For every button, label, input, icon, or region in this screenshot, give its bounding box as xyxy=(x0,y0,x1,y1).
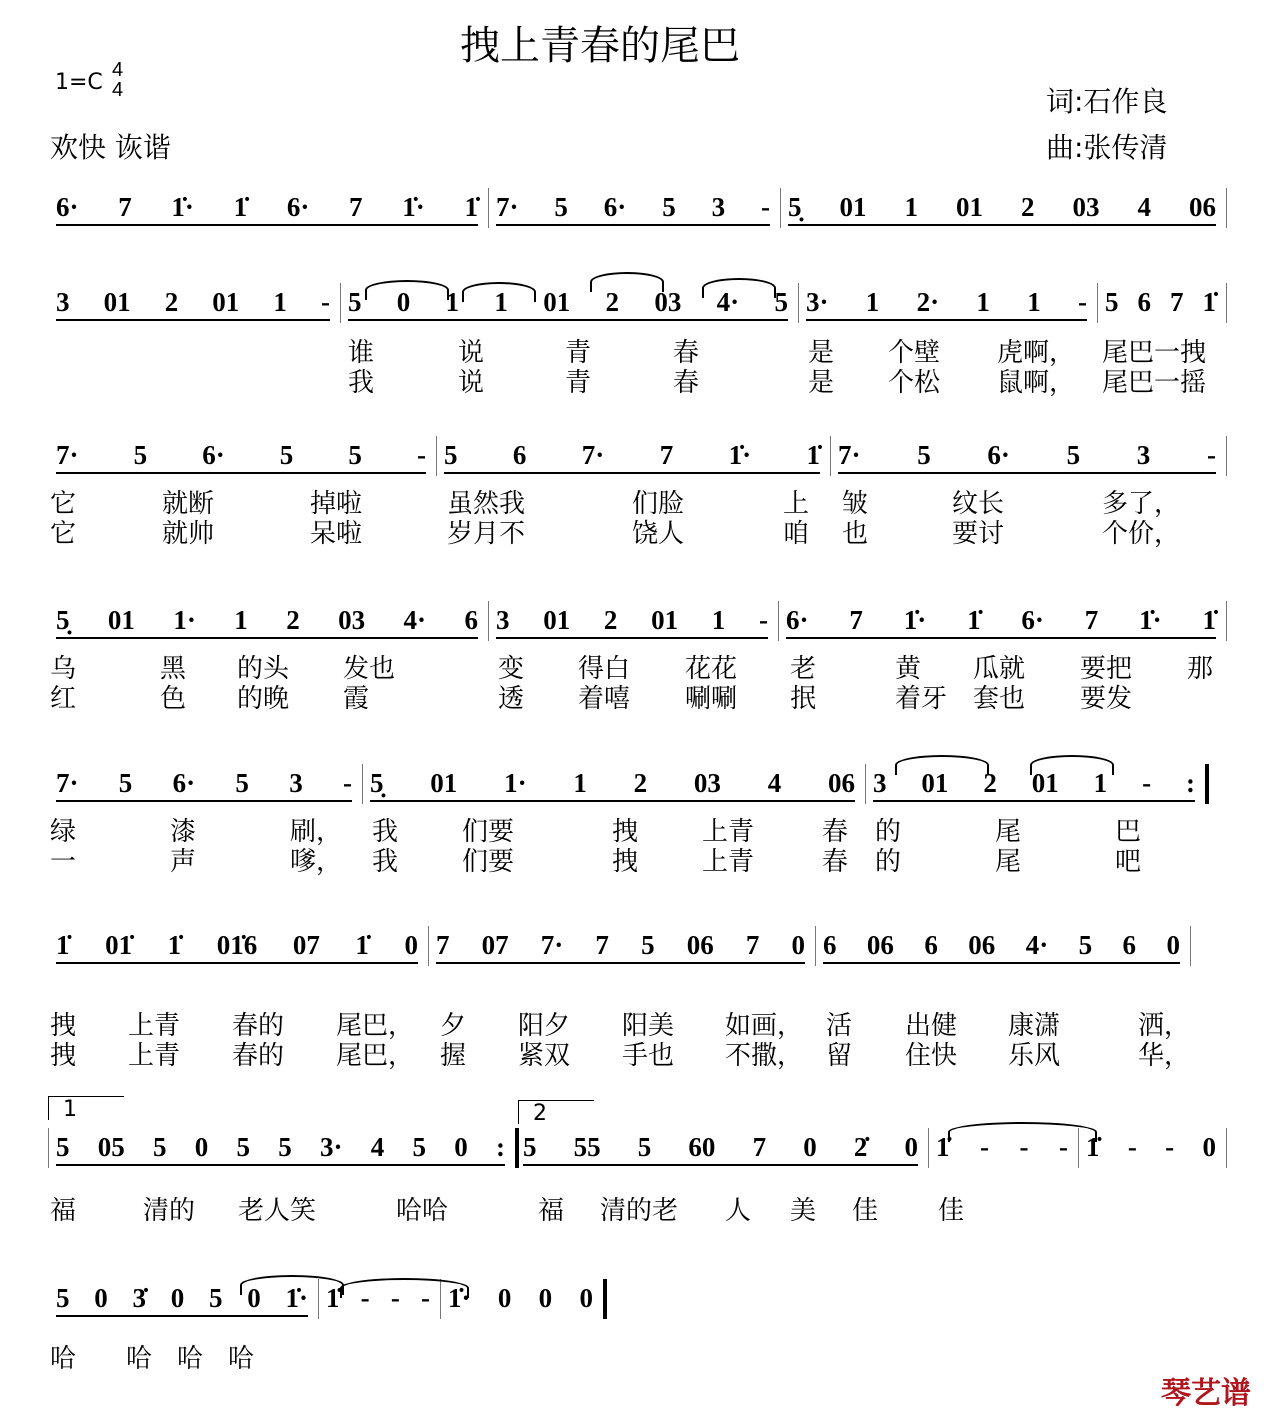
bar-line xyxy=(436,436,437,476)
bar-line xyxy=(488,188,489,228)
lyric-syllable: 咱 xyxy=(783,519,810,549)
tie-slur xyxy=(895,755,989,775)
lyric-syllable: 虎啊， xyxy=(997,338,1076,368)
lyric-syllable: 唰唰 xyxy=(685,684,738,714)
lyric-syllable: 乌 xyxy=(50,654,77,684)
tie-slur xyxy=(590,272,664,292)
lyric-syllable: 上 xyxy=(783,489,810,519)
lyric-syllable: 多了， xyxy=(1102,489,1181,519)
measure: 6· 7 1̇· 1̇ 6· 7 1̇· 1̇ xyxy=(786,605,1216,639)
lyric-syllable: 上青 xyxy=(702,817,755,847)
lyric-syllable: 如画， xyxy=(725,1011,804,1041)
lyric-syllable: 拽 xyxy=(50,1011,77,1041)
lyric-syllable: 住快 xyxy=(905,1041,958,1071)
bar-line xyxy=(778,601,779,641)
measure: 7· 5 6· 5 3 - xyxy=(496,192,770,226)
lyric-syllable: 发也 xyxy=(343,654,396,684)
lyric-syllable: 青 xyxy=(565,368,592,398)
bar-line xyxy=(48,1128,49,1168)
measure: 3· 1 2· 1 1 - xyxy=(806,287,1087,321)
measure: 5 0 1 1 01 2 03 4· 5 xyxy=(348,287,788,321)
bar-line xyxy=(1097,283,1098,323)
lyric-syllable: 我 xyxy=(372,817,399,847)
measure: 5̣ 01 1 01 2 03 4 06 xyxy=(788,192,1216,226)
lyric-syllable: 饶人 xyxy=(632,519,685,549)
lyric-syllable: 紧双 xyxy=(518,1041,571,1071)
measure: 5 55 5 60 7 0 2̇ 0 xyxy=(523,1132,918,1166)
lyric-syllable: 要发 xyxy=(1080,684,1133,714)
lyric-syllable: 着嘻 xyxy=(578,684,631,714)
lyric-syllable: 春 xyxy=(822,817,849,847)
bar-line xyxy=(1205,764,1209,804)
lyric-syllable: 就断 xyxy=(162,489,215,519)
measure: 7· 5 6· 5 3 - xyxy=(56,768,352,802)
time-top: 4 xyxy=(112,59,124,81)
lyric-syllable: 一 xyxy=(50,847,77,877)
lyric-syllable: 巴 xyxy=(1115,817,1142,847)
volta-bracket: 2 xyxy=(518,1100,594,1124)
lyric-syllable: 春的 xyxy=(232,1011,285,1041)
lyric-syllable: 手也 xyxy=(622,1041,675,1071)
lyric-syllable: 那 xyxy=(1187,654,1214,684)
lyric-syllable: 康潇 xyxy=(1008,1011,1061,1041)
lyric-syllable: 们要 xyxy=(462,817,515,847)
lyric-syllable: 抿 xyxy=(790,684,817,714)
lyric-syllable: 们脸 xyxy=(632,489,685,519)
lyric-syllable: 套也 xyxy=(973,684,1026,714)
lyric-syllable: 阳美 xyxy=(622,1011,675,1041)
lyric-syllable: 人 xyxy=(725,1196,752,1226)
tie-slur xyxy=(948,1122,1097,1142)
lyric-syllable: 它 xyxy=(50,519,77,549)
lyric-syllable: 黄 xyxy=(895,654,922,684)
measure: 5 6 7 1̇ xyxy=(1105,287,1216,317)
bar-line xyxy=(362,764,363,804)
volta-bracket: 1 xyxy=(48,1096,124,1120)
lyric-syllable: 它 xyxy=(50,489,77,519)
bar-line xyxy=(928,1128,929,1168)
lyric-syllable: 我 xyxy=(372,847,399,877)
bar-line xyxy=(428,926,429,966)
measure: 5̣ 01 1· 1 2 03 4· 6 xyxy=(56,605,478,639)
lyric-syllable: 清的老 xyxy=(600,1196,679,1226)
lyric-syllable: 刷， xyxy=(290,817,343,847)
bar-line xyxy=(488,601,489,641)
lyric-syllable: 皱 xyxy=(842,489,869,519)
lyric-syllable: 老 xyxy=(790,654,817,684)
lyric-syllable: 不撒， xyxy=(725,1041,804,1071)
lyric-syllable: 乐风 xyxy=(1008,1041,1061,1071)
lyric-syllable: 哈 xyxy=(50,1344,77,1374)
lyric-syllable: 拽 xyxy=(50,1041,77,1071)
bar-line xyxy=(798,283,799,323)
lyric-syllable: 佳 xyxy=(852,1196,879,1226)
lyric-syllable: 纹长 xyxy=(952,489,1005,519)
lyric-syllable: 老人笑 xyxy=(238,1196,317,1226)
lyric-syllable: 是 xyxy=(808,368,835,398)
lyric-syllable: 上青 xyxy=(702,847,755,877)
measure: 7· 5 6· 5 3 - xyxy=(838,440,1216,474)
lyric-syllable: 尾巴一拽 xyxy=(1102,338,1207,368)
key-signature: 1=C xyxy=(55,70,103,95)
lyric-syllable: 要把 xyxy=(1080,654,1133,684)
lyric-syllable: 要讨 xyxy=(952,519,1005,549)
lyricist: 词:石作良 xyxy=(1046,85,1168,118)
tie-slur xyxy=(1030,755,1114,775)
lyric-syllable: 阳夕 xyxy=(518,1011,571,1041)
lyric-syllable: 洒， xyxy=(1138,1011,1191,1041)
bar-line xyxy=(1226,436,1227,476)
lyric-syllable: 青 xyxy=(565,338,592,368)
time-signature xyxy=(112,60,123,100)
measure: 1̇ 01̇ 1̇ 01̇6 07 1̇ 0 xyxy=(56,930,418,964)
measure: 1̇ - - - xyxy=(936,1132,1068,1162)
lyric-syllable: 尾 xyxy=(995,847,1022,877)
lyric-syllable: 说 xyxy=(458,338,485,368)
lyric-syllable: 虽然我 xyxy=(447,489,526,519)
bar-line xyxy=(1190,926,1191,966)
lyric-syllable: 夕 xyxy=(440,1011,467,1041)
bar-line xyxy=(1226,188,1227,228)
measure: 5 6 7· 7 1̇· 1̇ xyxy=(444,440,820,474)
measure: 3 01 2 01 1 - xyxy=(496,605,768,639)
lyric-syllable: 哈 xyxy=(126,1344,153,1374)
lyric-syllable: 变 xyxy=(498,654,525,684)
lyric-syllable: 红 xyxy=(50,684,77,714)
bar-line xyxy=(603,1279,607,1319)
lyric-syllable: 春 xyxy=(673,368,700,398)
lyric-syllable: 上青 xyxy=(128,1011,181,1041)
measure: 7· 5 6· 5 5 - xyxy=(56,440,426,474)
lyric-syllable: 福 xyxy=(50,1196,77,1226)
tie-slur xyxy=(702,278,776,298)
time-bottom: 4 xyxy=(112,79,124,101)
composer: 曲:张传清 xyxy=(1046,131,1168,164)
lyric-syllable: 留 xyxy=(826,1041,853,1071)
lyric-syllable: 霞 xyxy=(343,684,370,714)
lyric-syllable: 上青 xyxy=(128,1041,181,1071)
lyric-syllable: 瓜就 xyxy=(973,654,1026,684)
measure: 3 01 2 01 1 - : xyxy=(873,768,1195,802)
lyric-syllable: 透 xyxy=(498,684,525,714)
lyric-syllable: 春 xyxy=(673,338,700,368)
measure: 6· 7 1̇· 1̇ 6· 7 1̇· 1̇ xyxy=(56,192,478,226)
lyric-syllable: 得白 xyxy=(578,654,631,684)
lyric-syllable: 也 xyxy=(842,519,869,549)
lyric-syllable: 出健 xyxy=(905,1011,958,1041)
bar-line xyxy=(1226,1128,1227,1168)
lyric-syllable: 拽 xyxy=(612,847,639,877)
lyric-syllable: 活 xyxy=(826,1011,853,1041)
measure: 5 0 3̇ 0 5 0 1̇· xyxy=(56,1283,308,1317)
lyric-syllable: 个壁 xyxy=(888,338,941,368)
lyric-syllable: 我 xyxy=(348,368,375,398)
lyric-syllable: 吧 xyxy=(1115,847,1142,877)
lyric-syllable: 鼠啊， xyxy=(997,368,1076,398)
bar-line xyxy=(865,764,866,804)
lyric-syllable: 的 xyxy=(875,817,902,847)
lyric-syllable: 漆 xyxy=(170,817,197,847)
bar-line xyxy=(1226,283,1227,323)
lyric-syllable: 个价， xyxy=(1102,519,1181,549)
lyric-syllable: 的头 xyxy=(237,654,290,684)
lyric-syllable: 尾 xyxy=(995,817,1022,847)
site-logo: 琴艺谱 xyxy=(1161,1376,1251,1411)
bar-line xyxy=(1226,601,1227,641)
measure: 5 05 5 0 5 5 3· 4 5 0 : xyxy=(56,1132,505,1166)
lyric-syllable: 佳 xyxy=(938,1196,965,1226)
lyric-syllable: 拽 xyxy=(612,817,639,847)
tempo-mood: 欢快 诙谐 xyxy=(50,131,171,164)
bar-line xyxy=(515,1128,519,1168)
lyric-syllable: 的 xyxy=(875,847,902,877)
lyric-syllable: 福 xyxy=(538,1196,565,1226)
measure: 1̇· 0 0 0 xyxy=(448,1283,593,1313)
lyric-syllable: 个松 xyxy=(888,368,941,398)
lyric-syllable: 嗲， xyxy=(290,847,343,877)
lyric-syllable: 黑 xyxy=(160,654,187,684)
lyric-syllable: 美 xyxy=(790,1196,817,1226)
tie-slur xyxy=(240,1275,344,1295)
lyric-syllable: 岁月不 xyxy=(447,519,526,549)
song-title: 拽上青春的尾巴 xyxy=(460,23,740,69)
lyric-syllable: 哈哈 xyxy=(396,1196,449,1226)
tie-slur xyxy=(340,1278,469,1298)
lyric-syllable: 春 xyxy=(822,847,849,877)
bar-line xyxy=(815,926,816,966)
lyric-syllable: 掉啦 xyxy=(310,489,363,519)
bar-line xyxy=(830,436,831,476)
lyric-syllable: 就帅 xyxy=(162,519,215,549)
measure: 1̇ - - - xyxy=(326,1283,430,1313)
lyric-syllable: 华， xyxy=(1138,1041,1191,1071)
measure: 5̣ 01 1· 1 2 03 4 06 xyxy=(370,768,855,802)
lyric-syllable: 绿 xyxy=(50,817,77,847)
measure: 1̇ - - 0 xyxy=(1086,1132,1216,1162)
lyric-syllable: 谁 xyxy=(348,338,375,368)
lyric-syllable: 哈 xyxy=(228,1344,255,1374)
tie-slur xyxy=(462,282,536,302)
lyric-syllable: 是 xyxy=(808,338,835,368)
lyric-syllable: 握 xyxy=(440,1041,467,1071)
tie-slur xyxy=(365,280,449,300)
bar-line xyxy=(340,283,341,323)
bar-line xyxy=(780,188,781,228)
lyric-syllable: 尾巴， xyxy=(336,1041,415,1071)
lyric-syllable: 花花 xyxy=(685,654,738,684)
lyric-syllable: 着牙 xyxy=(895,684,948,714)
lyric-syllable: 说 xyxy=(458,368,485,398)
measure: 3 01 2 01 1 - xyxy=(56,287,330,321)
lyric-syllable: 呆啦 xyxy=(310,519,363,549)
lyric-syllable: 尾巴， xyxy=(336,1011,415,1041)
lyric-syllable: 尾巴一摇 xyxy=(1102,368,1207,398)
lyric-syllable: 的晚 xyxy=(237,684,290,714)
lyric-syllable: 春的 xyxy=(232,1041,285,1071)
measure: 7 07 7· 7 5 06 7 0 xyxy=(436,930,805,964)
lyric-syllable: 们要 xyxy=(462,847,515,877)
lyric-syllable: 声 xyxy=(170,847,197,877)
lyric-syllable: 哈 xyxy=(177,1344,204,1374)
measure: 6 06 6 06 4· 5 6 0 xyxy=(823,930,1180,964)
lyric-syllable: 色 xyxy=(160,684,187,714)
lyric-syllable: 清的 xyxy=(143,1196,196,1226)
